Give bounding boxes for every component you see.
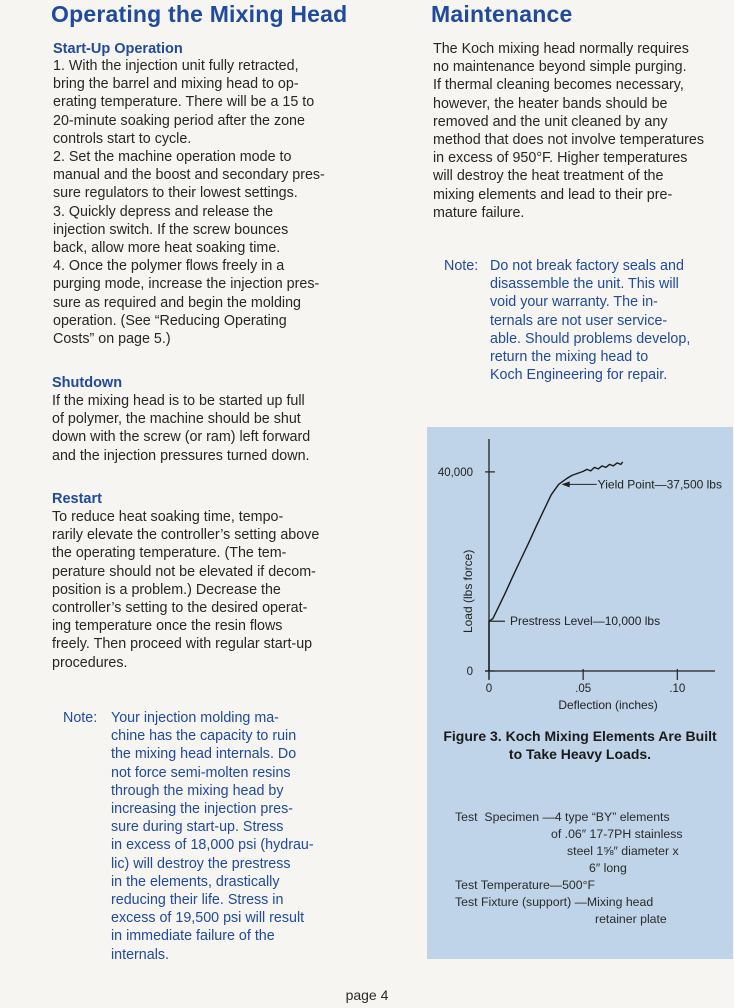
load-curve-line <box>489 462 623 671</box>
y-tick-label: 40,000 <box>437 466 473 479</box>
spec-line: retainer plate <box>595 912 667 926</box>
spec-line: 6″ long <box>589 861 627 875</box>
startup-text: 1. With the injection unit fully retracted, bring the barrel and mixing head to op- erating temperature. There will be a 15 to 20-minute soaking period after the zone controls start to cycle. 2. Set the machine operation mode to manual and the boost and secondary pres- sure regulators to their lowest settings. 3. Quickly depress and release the injection switch. If the screw bounces back, allow more heat soaking time. 4. Once the polymer flows freely in a purging mode, increase the injection pres- sure as required and begin the molding operation. (See “Reducing Operating Costs” on page 5.) <box>53 58 325 348</box>
spec-line: Test Specimen —4 type “BY” elements <box>455 810 670 824</box>
x-tick-label: .05 <box>575 683 592 695</box>
figure-panel <box>427 427 733 959</box>
yield-point-arrowhead <box>562 481 570 487</box>
left-note <box>63 709 363 969</box>
y-axis-label: Load (lbs force) <box>461 549 475 634</box>
yield-point-label: Yield Point—37,500 lbs <box>597 477 722 492</box>
heading-startup: Start-Up Operation <box>53 41 183 57</box>
load-deflection-chart <box>427 427 733 717</box>
heading-restart: Restart <box>52 491 102 507</box>
left-note-text: Your injection molding ma- chine has the capacity to ruin the mixing head internals. Do not force semi-molten resins through the mixing head by increasing the injection pres- sure during start-up. Stress in excess of 18,000 psi (hydrau- lic) will destroy the prestress in the elements, drastically reducing their life. Stress in excess of 19,500 psi will result in immediate failure of the internals. <box>111 710 314 963</box>
heading-shutdown: Shutdown <box>52 375 123 391</box>
shutdown-text: If the mixing head is to be started up full of polymer, the machine should be shut down with the screw (or ram) left forward and the injection pressures turned down. <box>52 393 311 464</box>
left-note-label: Note: <box>63 710 98 726</box>
spec-line: steel 1⅝″ diameter x <box>567 844 679 858</box>
right-note-text: Do not break factory seals and disassemble the unit. This will void your warranty. The in- ternals are not user service- able. Should problems develop, return the mixing head to Koch Engineering for repair. <box>490 258 691 384</box>
page-number: page 4 <box>345 987 389 1003</box>
x-tick-label: .10 <box>669 683 686 695</box>
spec-line: Test Fixture (support) —Mixing head <box>455 895 654 909</box>
restart-text: To reduce heat soaking time, tempo- rarily elevate the controller’s setting above the operating temperature. (The tem- perature should not be elevated if decom- position is a problem.) Decrease the controller’s setting to the desired operat- ing temperature once the resin flows freely. Then proceed with regular start-up procedures. <box>52 509 320 671</box>
title-operating: Operating the Mixing Head <box>51 1 348 27</box>
maintenance-text: The Koch mixing head normally requires no maintenance beyond simple purging. If thermal cleaning becomes necessary, however, the heater bands should be removed and the unit cleaned by any method that does not involve temperatures in excess of 950°F. Higher temperatures will destroy the heat treatment of the mixing elements and lead to their pre- mature failure. <box>433 41 705 221</box>
prestress-label: Prestress Level—10,000 lbs <box>510 614 661 629</box>
y-tick-label: 0 <box>466 666 473 678</box>
x-axis-label: Deflection (inches) <box>558 698 658 712</box>
right-note <box>444 257 734 387</box>
spec-line: of .06″ 17-7PH stainless <box>551 827 683 841</box>
x-tick-label: 0 <box>485 683 493 695</box>
figure-caption: Figure 3. Koch Mixing Elements Are Built to Take Heavy Loads. <box>443 728 717 762</box>
title-maintenance: Maintenance <box>431 1 573 27</box>
right-note-label: Note: <box>444 258 479 274</box>
spec-line: Test Temperature—500°F <box>455 878 596 892</box>
